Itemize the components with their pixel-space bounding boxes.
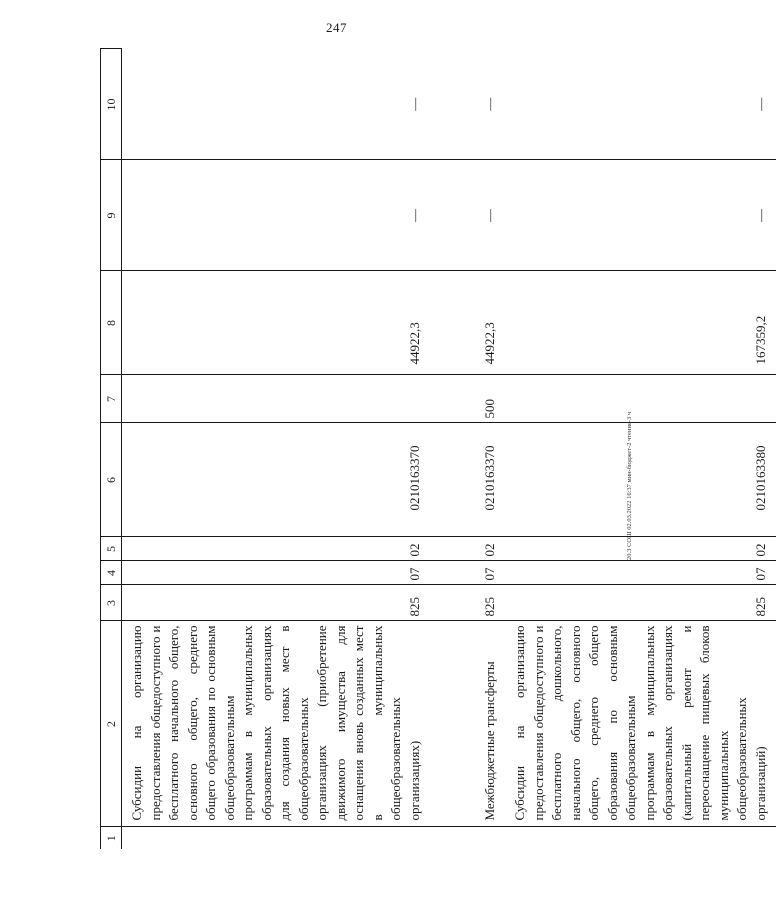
expense-type-cell <box>505 375 776 423</box>
subsection-code-cell: 02 <box>122 537 431 561</box>
subsection-code-cell: 02 <box>430 537 505 561</box>
column-number: 4 <box>101 561 122 585</box>
ministry-code-cell: 825 <box>430 585 505 621</box>
row-index-cell <box>430 827 505 849</box>
dash-mark: — <box>481 209 497 222</box>
table-row <box>122 49 431 849</box>
target-article-cell: 0210163380 <box>505 423 776 537</box>
dash-mark: — <box>752 209 768 222</box>
ministry-code-cell: 825 <box>122 585 431 621</box>
empty-value-cell <box>430 49 505 160</box>
amount-cell: 167359,2 <box>505 271 776 375</box>
budget-table <box>100 49 776 850</box>
table-row <box>505 49 776 849</box>
ministry-code-cell: 825 <box>505 585 776 621</box>
row-index-cell <box>122 827 431 849</box>
row-index-cell <box>505 827 776 849</box>
column-number: 9 <box>101 160 122 271</box>
page-number: 247 <box>326 20 347 35</box>
empty-value-cell <box>505 49 776 160</box>
column-number: 3 <box>101 585 122 621</box>
column-number-header <box>101 49 122 849</box>
empty-value-cell <box>122 160 431 271</box>
column-number: 5 <box>101 537 122 561</box>
column-number: 1 <box>101 827 122 849</box>
column-number: 8 <box>101 271 122 375</box>
dash-mark: — <box>481 97 497 111</box>
dash-mark: — <box>752 97 768 111</box>
target-article-cell: 0210163370 <box>122 423 431 537</box>
section-code-cell: 07 <box>430 561 505 585</box>
column-number: 7 <box>101 375 122 423</box>
dash-mark: — <box>406 209 422 222</box>
description-cell: Субсидии на организацию предоставления общедоступного и бесплатного дошкольного, начального общего, основного общего, среднего общего образования по основным общеобразовательным программам в муниципальных образовательных организациях (капитальный ремонт и переоснащение пищевых блоков муниципальных общеобразовательных организаций) <box>505 621 776 827</box>
description-cell: Межбюджетные трансферты <box>430 621 505 827</box>
table-row <box>430 49 505 849</box>
column-number: 6 <box>101 423 122 537</box>
column-number: 2 <box>101 621 122 827</box>
empty-value-cell <box>122 49 431 160</box>
side-stamp-text: 20.3 СОШ 02.03.2022 16:37 мин-бюджет-2 чтение-3 ч <box>626 411 633 560</box>
empty-value-cell <box>430 160 505 271</box>
expense-type-cell: 500 <box>430 375 505 423</box>
section-code-cell: 07 <box>122 561 431 585</box>
subsection-code-cell: 02 <box>505 537 776 561</box>
expense-type-cell <box>122 375 431 423</box>
dash-mark: — <box>406 97 422 111</box>
amount-cell: 44922,3 <box>122 271 431 375</box>
description-cell: Субсидии на организацию предоставления общедоступного и бесплатного начального общего, основного общего, среднего общего образования по основным общеобразовательным программам в муниципальных образовательных организациях для создания новых мест в общеобразовательных организациях (приобретение движимого имущества для оснащения вновь созданных мест в муниципальных общеобразовательных организациях) <box>122 621 431 827</box>
column-number: 10 <box>101 49 122 160</box>
target-article-cell: 0210163370 <box>430 423 505 537</box>
amount-cell: 44922,3 <box>430 271 505 375</box>
empty-value-cell <box>505 160 776 271</box>
section-code-cell: 07 <box>505 561 776 585</box>
